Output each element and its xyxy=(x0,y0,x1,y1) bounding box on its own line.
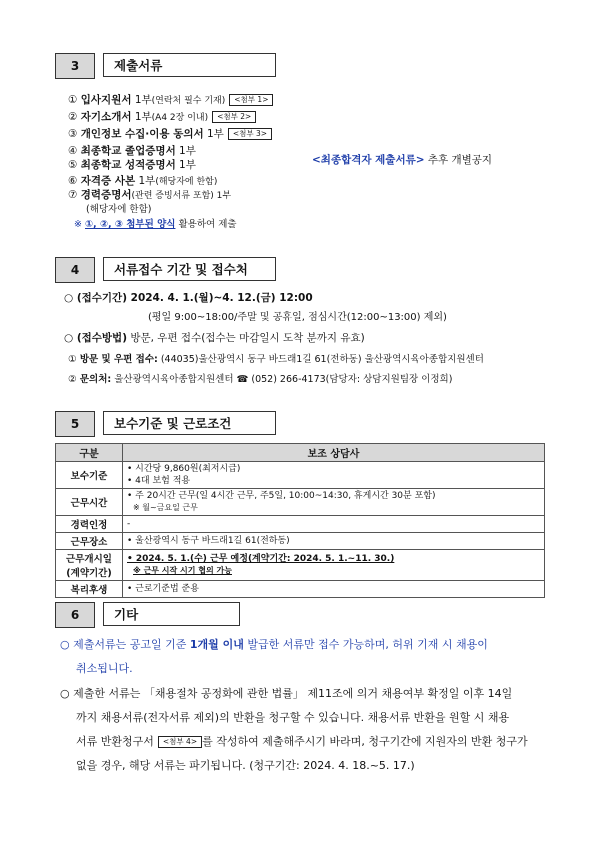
section-number: 4 xyxy=(55,257,95,283)
visit-text: (44035)울산광역시 동구 바드래1길 61(전하동) 울산광역시육아종합지원센터 xyxy=(157,354,484,365)
p1-a: ○ 제출서류는 공고일 기준 xyxy=(60,638,190,651)
item-name: 개인정보 수집·이용 동의서 xyxy=(80,128,204,140)
table-header: 보조 상담사 xyxy=(123,444,545,462)
p2-line-3b: 를 작성하여 제출해주시기 바라며, 청구기간에 지원자의 반환 청구가 xyxy=(202,735,528,748)
p2-line-3 xyxy=(60,730,555,754)
table-row xyxy=(56,533,545,550)
note-prefix: ※ xyxy=(74,219,85,230)
receipt-period: ○ (접수기간) 2024. 4. 1.(월)~4. 12.(금) 12:00 xyxy=(64,292,313,304)
row-line: ※ 월~금요일 근무 xyxy=(133,503,198,512)
p1-d: 취소됩니다. xyxy=(76,662,133,675)
method-text: 방문, 우편 접수(접수는 마감일시 도착 분까지 유효) xyxy=(127,332,365,344)
item-name: 최종학교 성적증명서 xyxy=(80,159,176,171)
section-title: 보수기준 및 근로조건 xyxy=(103,411,276,435)
attachment-tag: <첨부 1> xyxy=(229,94,273,106)
table-row xyxy=(56,550,545,581)
item-name: 최종학교 졸업증명서 xyxy=(80,145,176,157)
doc7-continuation: (해당자에 한함) xyxy=(86,204,152,215)
document-note xyxy=(74,217,237,232)
final-docs-label: <최종합격자 제출서류> xyxy=(312,154,425,166)
row-value xyxy=(123,516,545,533)
attachment-tag: <첨부 4> xyxy=(158,736,202,748)
item-marker: ⑦ xyxy=(68,189,78,201)
section-3-header xyxy=(55,53,276,79)
contact-text: 울산광역시육아종합지원센터 ☎ (052) 266-4173(담당자: 상담지원팀장 이정희) xyxy=(111,374,453,385)
item-name: 자격증 사본 xyxy=(80,175,136,187)
item-marker: ④ xyxy=(68,145,78,157)
p1-c: 발급한 서류만 접수 가능하며, 허위 기재 시 채용이 xyxy=(243,638,488,651)
item-detail: 1부 xyxy=(131,94,152,106)
row-line: • 4대 보험 적용 xyxy=(127,476,191,486)
row-value xyxy=(123,462,545,489)
item-marker: ⑥ xyxy=(68,175,78,187)
row-value xyxy=(123,533,545,550)
row-line: • 울산광역시 동구 바드래1길 61(전하동) xyxy=(127,536,290,546)
item-sub: (해당자에 한함) xyxy=(155,177,218,187)
row-label: 근무개시일 (계약기간) xyxy=(56,550,123,581)
document-item xyxy=(68,110,256,126)
item-name: 자기소개서 xyxy=(80,111,132,123)
item-sub: (연락처 필수 기재) xyxy=(151,96,226,106)
item-detail: 1부 xyxy=(203,128,224,140)
item-detail: 1부 xyxy=(135,175,156,187)
section-title: 서류접수 기간 및 접수처 xyxy=(103,257,276,281)
table-row xyxy=(56,462,545,489)
note-suffix: 활용하여 제출 xyxy=(175,219,237,230)
conditions-table xyxy=(55,443,545,598)
row-value xyxy=(123,550,545,581)
receipt-method xyxy=(64,330,365,345)
etc-paragraph-2 xyxy=(60,682,555,778)
row-line: ※ 근무 시작 시기 협의 가능 xyxy=(133,566,232,575)
section-number: 6 xyxy=(55,602,95,628)
row-label: 보수기준 xyxy=(56,462,123,489)
final-documents xyxy=(312,152,492,167)
row-line: • 주 20시간 근무(일 4시간 근무, 주5일, 10:00~14:30, 휴게시간 30분 포함) xyxy=(127,491,436,501)
p2-line-1: ○ 제출한 서류는 「채용절차 공정화에 관한 법률」 제11조에 의거 채용여부 확정일 이후 14일 xyxy=(60,687,513,700)
item-detail: 1부 xyxy=(175,159,196,171)
section-title: 기타 xyxy=(103,602,240,626)
section-4-header xyxy=(55,257,276,283)
visit-address xyxy=(68,351,484,365)
table-row xyxy=(56,489,545,516)
visit-label: 방문 및 우편 접수: xyxy=(76,354,158,365)
item-sub: (A4 2장 이내) xyxy=(151,113,209,123)
table-header-row xyxy=(56,444,545,462)
item-marker: ⑤ xyxy=(68,159,78,171)
section-5-header xyxy=(55,411,276,437)
section-title: 제출서류 xyxy=(103,53,276,77)
item-detail: 1부 xyxy=(175,145,196,157)
visit-marker: ① xyxy=(68,354,77,365)
row-label: 경력인정 xyxy=(56,516,123,533)
row-line: • 2024. 5. 1.(수) 근무 예정(계약기간: 2024. 5. 1.~11. 30.) xyxy=(127,554,395,564)
attachment-tag: <첨부 2> xyxy=(212,111,256,123)
contact-marker: ② xyxy=(68,374,77,385)
contact-label: 문의처: xyxy=(76,374,112,385)
final-docs-text: 추후 개별공지 xyxy=(424,154,493,166)
document-item xyxy=(68,158,196,174)
item-marker: ② xyxy=(68,111,78,123)
item-sub: (관련 증빙서류 포함) 1부 xyxy=(131,191,232,201)
row-value xyxy=(123,581,545,598)
document-item xyxy=(68,127,272,143)
item-marker: ① xyxy=(68,94,78,106)
item-name: 경력증명서 xyxy=(80,189,132,201)
table-row xyxy=(56,581,545,598)
p2-line-3a: 서류 반환청구서 xyxy=(76,735,154,748)
p2-line-4: 없을 경우, 해당 서류는 파기됩니다. (청구기간: 2024. 4. 18.~5. 17.) xyxy=(76,759,415,772)
table-header: 구분 xyxy=(56,444,123,462)
section-number: 5 xyxy=(55,411,95,437)
document-item xyxy=(68,93,273,109)
p2-line-2: 까지 채용서류(전자서류 제외)의 반환을 청구할 수 있습니다. 채용서류 반환을 원할 시 채용 xyxy=(76,711,510,724)
row-label: 복리후생 xyxy=(56,581,123,598)
contact-info xyxy=(68,371,452,385)
table-row xyxy=(56,516,545,533)
etc-paragraph-1 xyxy=(60,633,550,681)
attachment-tag: <첨부 3> xyxy=(228,128,272,140)
row-label: 근무장소 xyxy=(56,533,123,550)
row-line: • 근로기준법 준용 xyxy=(127,584,199,594)
section-6-header xyxy=(55,602,240,628)
row-line: • 시간당 9,860원(최저시급) xyxy=(127,464,241,474)
item-name: 입사지원서 xyxy=(80,94,132,106)
row-line: - xyxy=(127,519,131,529)
row-value xyxy=(123,489,545,516)
method-label: ○ (접수방법) xyxy=(64,332,127,344)
p1-b: 1개월 이내 xyxy=(189,638,244,651)
section-number: 3 xyxy=(55,53,95,79)
note-link[interactable]: ①, ②, ③ 첨부된 양식 xyxy=(84,219,176,230)
receipt-period-detail: (평일 9:00~18:00/주말 및 공휴일, 점심시간(12:00~13:00) 제외) xyxy=(148,312,447,323)
item-detail: 1부 xyxy=(131,111,152,123)
row-label: 근무시간 xyxy=(56,489,123,516)
item-marker: ③ xyxy=(68,128,78,140)
